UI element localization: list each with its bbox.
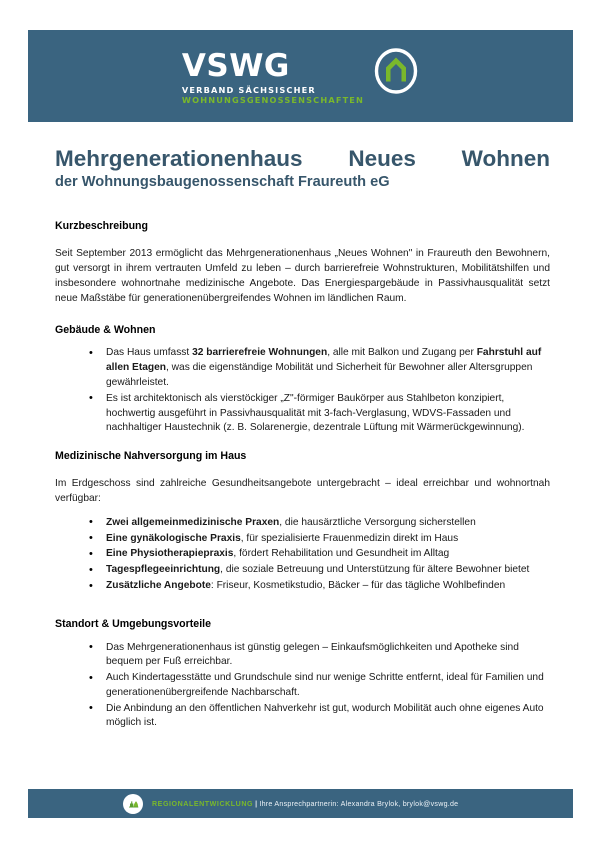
paragraph-medizin: Im Erdgeschoss sind zahlreiche Gesundheitsangebote untergebracht – ideal erreichbar und wohnortnah verfügbar: <box>55 477 550 504</box>
footer-kicker: REGIONALENTWICKLUNG <box>152 799 254 808</box>
logo-subline-two: WOHNUNGSGENOSSENSCHAFTEN <box>181 95 365 105</box>
heading-standort-umgebung: Standort & Umgebungsvorteile <box>55 617 211 630</box>
heading-medizinische-nahversorgung: Medizinische Nahversorgung im Haus <box>55 450 247 463</box>
heading-gebaeude-wohnen: Gebäude & Wohnen <box>55 323 156 336</box>
footer-band <box>28 789 573 818</box>
header-band <box>28 30 573 122</box>
list-gebaeude-wohnen <box>55 346 550 436</box>
title-block <box>55 146 550 192</box>
footer-separator: | <box>255 799 258 808</box>
logo-subline-one: VERBAND SÄCHSISCHER <box>181 84 316 95</box>
list-item: • Zwei allgemeinmedizinische Praxen, die hausärztliche Versorgung sicherstellen <box>89 516 550 531</box>
list-item: • Eine Physiotherapiepraxis, fördert Rehabilitation und Gesundheit im Alltag <box>89 547 550 562</box>
logo-wordmark: VSWG <box>181 47 290 84</box>
list-item: • Das Haus umfasst 32 barrierefreie Wohnungen, alle mit Balkon und Zugang per Fahrstuhl auf allen Etagen, was die eigenständige Mobilität und Sicherheit für Bewohner aller Altersgruppen gewährleistet. <box>89 346 550 390</box>
heading-kurzbeschreibung: Kurzbeschreibung <box>55 220 149 232</box>
list-item: • Zusätzliche Angebote: Friseur, Kosmetikstudio, Bäcker – für das tägliche Wohlbefinden <box>89 579 550 594</box>
house-in-circle-icon <box>373 48 419 99</box>
paragraph-kurzbeschreibung: Seit September 2013 ermöglicht das Mehrgenerationenhaus „Neues Wohnen" in Fraureuth den Bewohnern, gut versorgt in ihrem vertrauten Umfeld zu leben – durch barrierefreie Wohnstrukturen, Mobilitätshilfen und insbesondere wohnortnahe medizinische Angebote. Das Energiespargebäude in Passivhausqualität setzt neue Maßstäbe für generationenübergreifendes Wohnen im ländlichen Raum. <box>55 247 550 304</box>
regional-development-logo-icon <box>123 794 143 814</box>
list-standort-vorteile <box>55 641 550 732</box>
list-item: • Auch Kindertagesstätte und Grundschule sind nur wenige Schritte entfernt, ideal für Familien und generationenübergreifende Nachbarschaft. <box>89 671 550 701</box>
footer-text <box>152 800 458 808</box>
vswg-logo <box>181 47 419 106</box>
list-item: • Eine gynäkologische Praxis, für spezialisierte Frauenmedizin direkt im Haus <box>89 532 550 547</box>
list-medizinische-angebote <box>55 516 550 594</box>
list-item: • Es ist architektonisch als vierstöckiger „Z"-förmiger Baukörper aus Stahlbeton konzipiert, hochwertig ausgeführt in Passivhausqualität mit 3-fach-Verglasung, WDVS-Fassaden und nachhaltiger Haustechnik (z. B. Solarenergie, dezentrale Lüftung mit Wärmerückgewinnung). <box>89 392 550 436</box>
list-item: • Die Anbindung an den öffentlichen Nahverkehr ist gut, wodurch Mobilität auch ohne eigenes Auto möglich ist. <box>89 702 550 732</box>
list-item: • Das Mehrgenerationenhaus ist günstig gelegen – Einkaufsmöglichkeiten und Apotheke sind bequem per Fuß erreichbar. <box>89 641 550 671</box>
document-content <box>55 220 550 732</box>
page-subtitle: der Wohnungsbaugenossenschaft Fraureuth eG <box>55 174 390 191</box>
logo-text-column <box>181 47 365 106</box>
page-title: Mehrgenerationenhaus Neues Wohnen <box>55 146 550 171</box>
footer-contact: Ihre Ansprechpartnerin: Alexandra Brylok, brylok@vswg.de <box>259 799 459 808</box>
list-item: • Tagespflegeeinrichtung, die soziale Betreuung und Unterstützung für ältere Bewohner bietet <box>89 563 550 578</box>
